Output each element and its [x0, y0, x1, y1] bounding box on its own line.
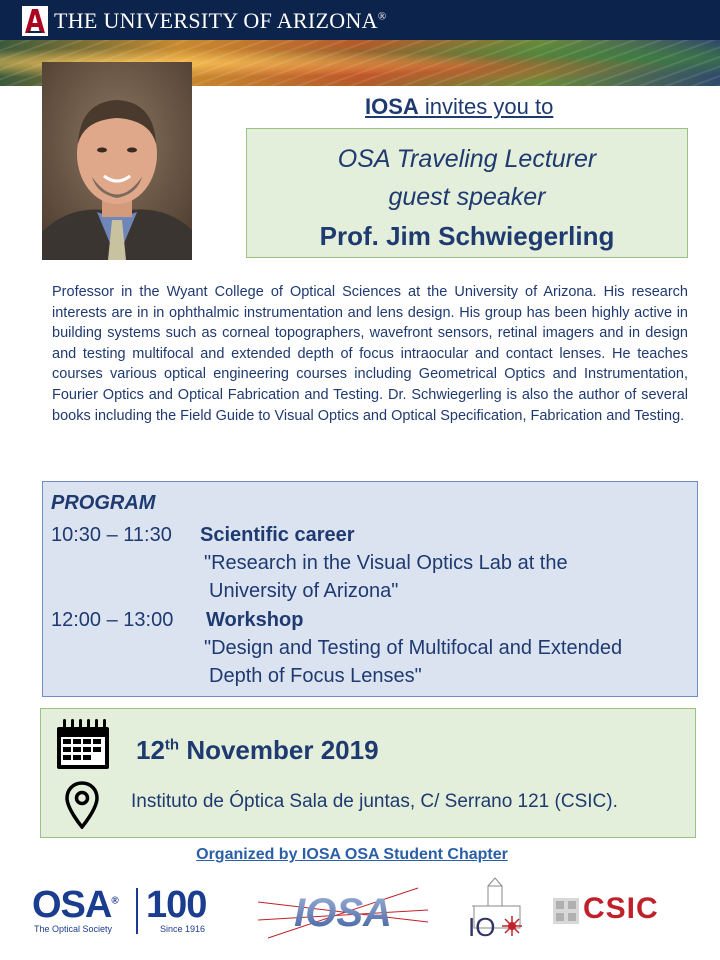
program-item-time: 10:30 – 11:30: [51, 524, 172, 546]
program-item-heading: Workshop: [206, 609, 304, 631]
speaker-name: Prof. Jim Schwiegerling: [319, 221, 615, 251]
guest-speaker-label: guest speaker: [388, 183, 546, 211]
event-date: 12th November 2019: [136, 735, 379, 765]
osa-logo-divider: [136, 888, 138, 934]
program-item-time: 12:00 – 13:00: [51, 609, 174, 631]
svg-text:IO: IO: [468, 912, 496, 942]
program-item-description: University of Arizona": [209, 580, 399, 602]
speaker-bio: Professor in the Wyant College of Optical Sciences at the University of Arizona. His research interests are in in ophthalmic instrumentation and lens design. His group has been highly active in building systems such as corneal topographers, wavefront sensors, retinal imagers and in design and testing multifocal and extended depth of focus intraocular and contact lenses. He teaches courses various optical engineering courses including Geometrical Optics and Instrumentation, Fourier Optics and Optical Fabrication and Testing. Dr. Schwiegerling is also the author of several books including the Field Guide to Visual Optics and Optical Specification, Fabrication and Testing.: [52, 284, 688, 424]
calendar-icon: [55, 719, 111, 771]
event-details-box: [40, 708, 696, 838]
iosa-logo: [258, 880, 428, 944]
speaker-photo: [42, 62, 192, 260]
program-title: PROGRAM: [51, 492, 156, 514]
program-item-description: "Research in the Visual Optics Lab at the: [204, 552, 568, 574]
osa-logo-centennial: 100: [146, 884, 207, 926]
university-name: THE UNIVERSITY OF ARIZONA®: [54, 8, 387, 33]
csic-logo: [553, 892, 683, 928]
event-location: Instituto de Óptica Sala de juntas, C/ Serrano 121 (CSIC).: [131, 791, 618, 812]
program-item-description: "Design and Testing of Multifocal and Extended: [204, 637, 623, 659]
csic-emblem-icon: [553, 898, 579, 924]
location-pin-icon: [65, 781, 99, 829]
svg-text:IOSA: IOSA: [294, 891, 392, 935]
csic-logo-word: CSIC: [583, 892, 659, 925]
invite-heading: IOSA invites you to: [365, 94, 554, 119]
osa-logo-since: Since 1916: [160, 924, 206, 934]
organizer-link[interactable]: Organized by IOSA OSA Student Chapter: [196, 846, 508, 863]
osa-logo-subtitle: The Optical Society: [34, 924, 113, 934]
lecturer-title: OSA Traveling Lecturer: [337, 145, 597, 173]
speaker-box: [246, 128, 688, 258]
program-item-description: Depth of Focus Lenses": [209, 665, 422, 687]
university-block-a-logo: [22, 6, 48, 36]
osa-logo-word: OSA®: [32, 884, 118, 926]
program-box: [42, 481, 698, 697]
program-item-heading: Scientific career: [200, 524, 355, 546]
io-institute-logo: [458, 876, 538, 944]
osa-logo: [32, 884, 232, 940]
